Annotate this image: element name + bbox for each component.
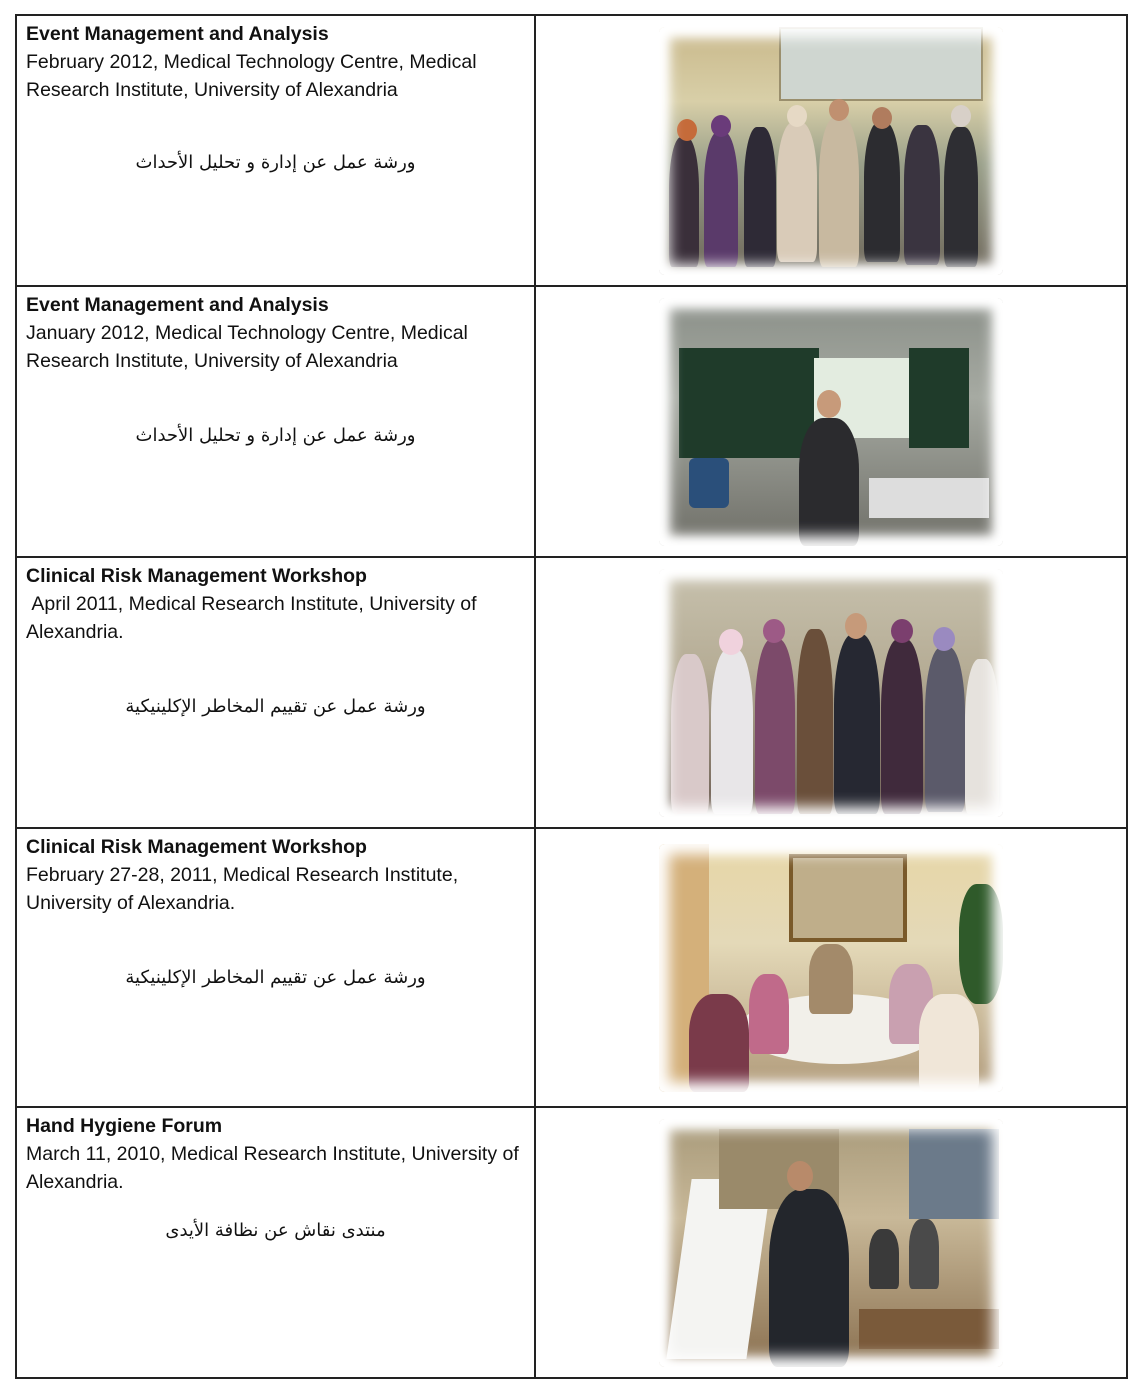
event-title: Clinical Risk Management Workshop [26, 836, 367, 858]
event-description: March 11, 2010, Medical Research Institute, University of Alexandria. [26, 1143, 524, 1193]
event-description: February 27-28, 2011, Medical Research Institute, University of Alexandria. [26, 864, 464, 914]
event-description: January 2012, Medical Technology Centre, Medical Research Institute, University of Alexandria [26, 322, 474, 372]
event-title: Event Management and Analysis [26, 294, 329, 316]
event-text-cell [17, 1108, 536, 1377]
table-row [17, 287, 1128, 558]
event-arabic-title: منتدى نقاش عن نظافة الأيدى [165, 1220, 386, 1241]
event-description: February 2012, Medical Technology Centre, Medical Research Institute, University of Alexandria [26, 51, 482, 101]
event-arabic-title: ورشة عمل عن إدارة و تحليل الأحداث [135, 152, 416, 173]
event-photo-cell [536, 558, 1128, 827]
event-text-cell [17, 287, 536, 556]
event-photo-cell [536, 1108, 1128, 1377]
event-arabic-title: ورشة عمل عن إدارة و تحليل الأحداث [135, 425, 416, 446]
table-row [17, 1108, 1128, 1379]
forum-presenter-photo [659, 1119, 1003, 1367]
group-photo-outside-building [659, 27, 1003, 275]
event-text-cell [17, 558, 536, 827]
table-row [17, 558, 1128, 829]
event-photo-cell [536, 287, 1128, 556]
event-title: Clinical Risk Management Workshop [26, 565, 367, 587]
event-description: April 2011, Medical Research Institute, University of Alexandria. [26, 593, 481, 643]
event-title: Event Management and Analysis [26, 23, 329, 45]
group-photo-indoors [659, 569, 1003, 817]
table-row [17, 829, 1128, 1108]
event-text-cell [17, 16, 536, 285]
event-photo-cell [536, 16, 1128, 285]
speaker-presenting-photo [659, 298, 1003, 546]
table-row [17, 16, 1128, 287]
event-arabic-title: ورشة عمل عن تقييم المخاطر الإكلينيكية [125, 696, 426, 717]
event-title: Hand Hygiene Forum [26, 1115, 223, 1137]
event-text-cell [17, 829, 536, 1106]
event-arabic-title: ورشة عمل عن تقييم المخاطر الإكلينيكية [125, 967, 426, 988]
workshop-table-photo [659, 844, 1003, 1092]
event-photo-cell [536, 829, 1128, 1106]
events-table [15, 14, 1128, 1379]
